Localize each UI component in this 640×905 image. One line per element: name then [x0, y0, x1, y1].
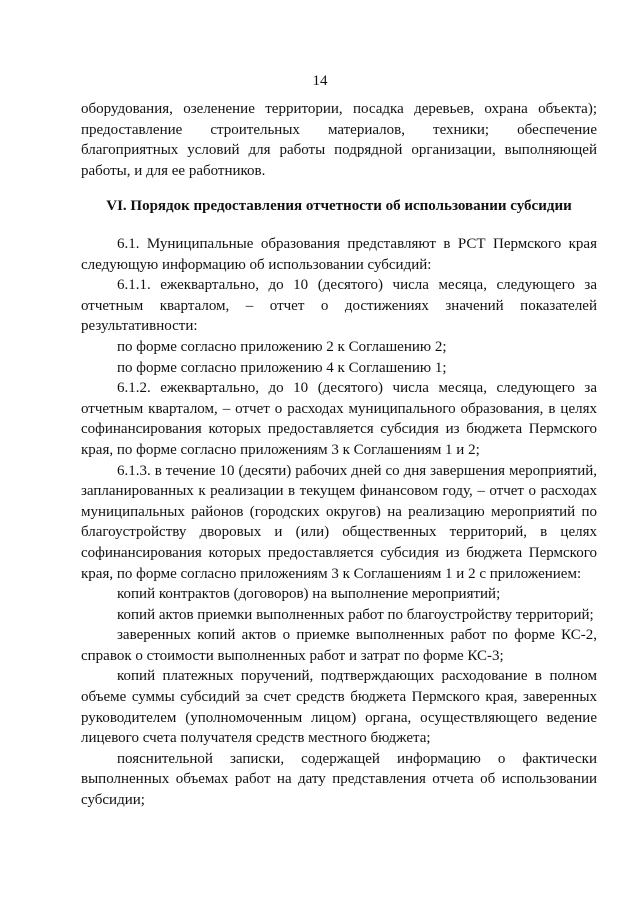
list-item-contracts: копий контрактов (договоров) на выполнение мероприятий;	[117, 586, 501, 603]
list-item-form-appendix-2: по форме согласно приложению 2 к Соглашению 2;	[117, 338, 447, 355]
continued-text-block	[81, 99, 597, 181]
section-body	[81, 234, 597, 811]
paragraph-6-1-1: 6.1.1. ежеквартально, до 10 (десятого) числа месяца, следующего за отчетным кварталом, – отчет о достижениях значений показателей результативности:	[81, 277, 597, 335]
list-item-ks2-ks3: заверенных копий актов о приемке выполненных работ по форме КС-2, справок о стоимости выполненных работ и затрат по форме КС-3;	[81, 627, 597, 664]
list-item-payment-orders: копий платежных поручений, подтверждающих расходование в полном объеме суммы субсидий за счет средств бюджета Пермского края, заверенных руководителем (уполномоченным лицом) органа, осуществляющего ведение лицевого счета получателя средств местного бюджета;	[81, 668, 597, 747]
continued-paragraph: оборудования, озеленение территории, посадка деревьев, охрана объекта); предоставление строительных материалов, техники; обеспечение благоприятных условий для работы подрядной организации, выполняющей работы, и для ее работников.	[81, 101, 597, 179]
list-item-explanatory-note: пояснительной записки, содержащей информацию о фактически выполненных объемах работ на дату представления отчета об использовании субсидии;	[81, 750, 597, 809]
list-item-acceptance-acts: копий актов приемки выполненных работ по благоустройству территорий;	[117, 606, 594, 623]
paragraph-6-1-2: 6.1.2. ежеквартально, до 10 (десятого) числа месяца, следующего за отчетным кварталом, – отчет о расходах муниципального образования, в целях софинансирования которых предоставляется субсидия из бюджета Пермского края, по форме согласно приложениям 3 к Соглашениям 1 и 2;	[81, 380, 597, 458]
section-heading: VI. Порядок предоставления отчетности об использовании субсидии	[106, 198, 572, 214]
paragraph-6-1: 6.1. Муниципальные образования представляют в РСТ Пермского края следующую информацию об использовании субсидий:	[81, 236, 597, 273]
paragraph-6-1-3: 6.1.3. в течение 10 (десяти) рабочих дней со дня завершения мероприятий, запланированных к реализации в текущем финансовом году, – отчет о расходах муниципальных районов (городских округов) на реализацию мероприятий по благоустройству дворовых и (или) общественных территорий, в целях софинансирования которых предоставляется субсидия из бюджета Пермского края, по форме согласно приложениям 3 к Соглашениям 1 и 2 с приложением:	[81, 462, 597, 582]
list-item-form-appendix-4: по форме согласно приложению 4 к Соглашению 1;	[117, 359, 447, 376]
page-number: 14	[312, 73, 328, 89]
